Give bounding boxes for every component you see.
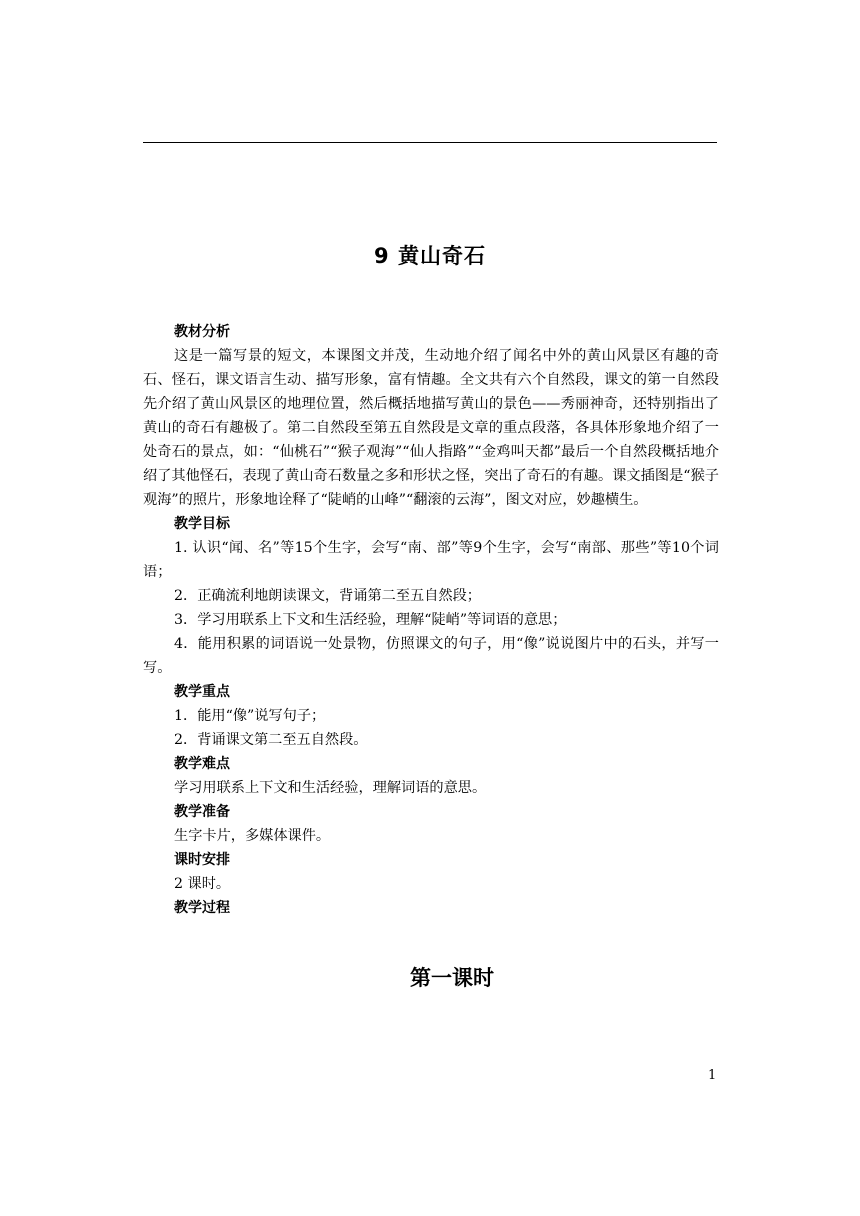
- goal-item-2: 2．正确流利地朗读课文，背诵第二至五自然段；: [174, 588, 481, 604]
- analysis-heading: 教材分析: [174, 324, 230, 340]
- goal-item-1: 1. 认识“闻、名”等15个生字，会写“南、部”等9个生字，会写“南部、那些”等10个词语；: [143, 540, 719, 580]
- document-body: [143, 320, 719, 920]
- goal-item-3: 3．学习用联系上下文和生活经验，理解“陡峭”等词语的意思；: [174, 612, 567, 628]
- schedule-text: 2 课时。: [174, 876, 231, 892]
- page-number: 1: [708, 1068, 717, 1083]
- lesson-title: 第一课时: [410, 966, 494, 990]
- goals-heading: 教学目标: [174, 516, 230, 532]
- key-points-heading: 教学重点: [174, 684, 230, 700]
- difficulties-text: 学习用联系上下文和生活经验，理解词语的意思。: [174, 780, 487, 796]
- analysis-paragraph: 这是一篇写景的短文，本课图文并茂，生动地介绍了闻名中外的黄山风景区有趣的奇石、怪石，课文语言生动、描写形象，富有情趣。全文共有六个自然段，课文的第一自然段先介绍了黄山风景区的地理位置，然后概括地描写黄山的景色——秀丽神奇，还特别指出了黄山的奇石有趣极了。第二自然段至第五自然段是文章的重点段落，各具体形象地介绍了一处奇石的景点，如：“仙桃石”“猴子观海”“仙人指路”“金鸡叫天都”最后一个自然段概括地介绍了其他怪石，表现了黄山奇石数量之多和形状之怪，突出了奇石的有趣。课文插图是“猴子观海”的照片，形象地诠释了“陡峭的山峰”“翻滚的云海”，图文对应，妙趣横生。: [143, 348, 719, 508]
- header-rule: [143, 142, 717, 143]
- page-title: 9 黄山奇石: [374, 244, 486, 268]
- key-point-item-2: 2．背诵课文第二至五自然段。: [174, 732, 368, 748]
- preparation-text: 生字卡片，多媒体课件。: [174, 828, 331, 844]
- process-heading: 教学过程: [174, 900, 230, 916]
- goal-item-4: 4．能用积累的词语说一处景物，仿照课文的句子，用“像”说说图片中的石头，并写一写。: [143, 636, 719, 676]
- key-point-item-1: 1．能用“像”说写句子；: [174, 708, 326, 724]
- preparation-heading: 教学准备: [174, 804, 230, 820]
- schedule-heading: 课时安排: [174, 852, 230, 868]
- difficulties-heading: 教学难点: [174, 756, 230, 772]
